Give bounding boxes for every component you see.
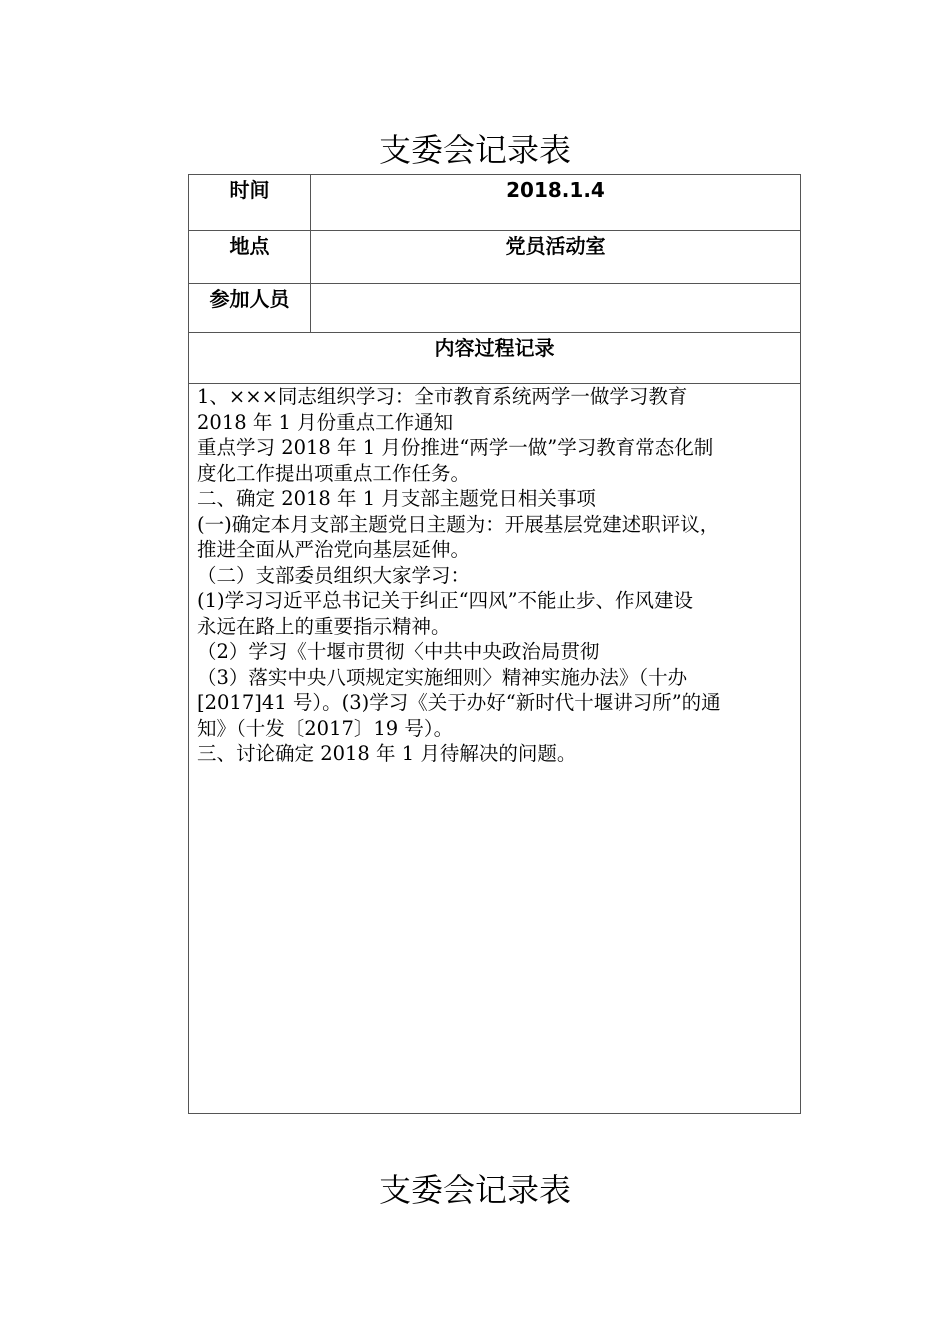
time-label: 时间 (189, 175, 311, 231)
meeting-record-table (188, 174, 801, 1114)
content-line: (1)学习习近平总书记关于纠正“四风”不能止步、作风建设 (197, 589, 694, 612)
content-line: (一)确定本月支部主题党日主题为：开展基层党建述职评议， (197, 512, 720, 536)
content-line: 永远在路上的重要指示精神。 (197, 614, 451, 638)
table-row-content (189, 384, 801, 1114)
time-value: 2018.1.4 (311, 175, 801, 231)
content-header: 内容过程记录 (189, 333, 801, 384)
content-line: 度化工作提出项重点工作任务。 (197, 461, 471, 485)
place-value: 党员活动室 (311, 231, 801, 284)
content-line: （二）支部委员组织大家学习： (197, 563, 471, 587)
content-line: 2018 年 1 月份重点工作通知 (197, 410, 454, 434)
content-line: 知》（十发〔2017〕19 号）。 (197, 716, 454, 740)
content-line: （2）学习《十堰市贯彻〈中共中央政治局贯彻 (197, 640, 600, 663)
table-row-time (189, 175, 801, 231)
content-line: 1、×××同志组织学习：全市教育系统两学一做学习教育 (197, 385, 688, 408)
content-body (189, 384, 801, 1114)
content-line: （3）落实中央八项规定实施细则〉精神实施办法》（十办 (197, 665, 688, 689)
table-row-place (189, 231, 801, 284)
content-line: 三、讨论确定 2018 年 1 月待解决的问题。 (197, 742, 577, 765)
table-row-members (189, 284, 801, 333)
members-label: 参加人员 (189, 284, 311, 333)
table-row-content-header (189, 333, 801, 384)
content-line: 二、确定 2018 年 1 月支部主题党日相关事项 (197, 487, 596, 510)
content-line: 推进全面从严治党向基层延伸。 (197, 538, 471, 561)
page-title-second: 支委会记录表 (378, 1171, 571, 1209)
members-value (311, 284, 801, 333)
place-label: 地点 (189, 231, 311, 284)
content-line: [2017]41 号）。(3)学习《关于办好“新时代十堰讲习所”的通 (197, 691, 721, 714)
page-title: 支委会记录表 (378, 131, 571, 169)
content-line: 重点学习 2018 年 1 月份推进“两学一做”学习教育常态化制 (197, 436, 714, 459)
